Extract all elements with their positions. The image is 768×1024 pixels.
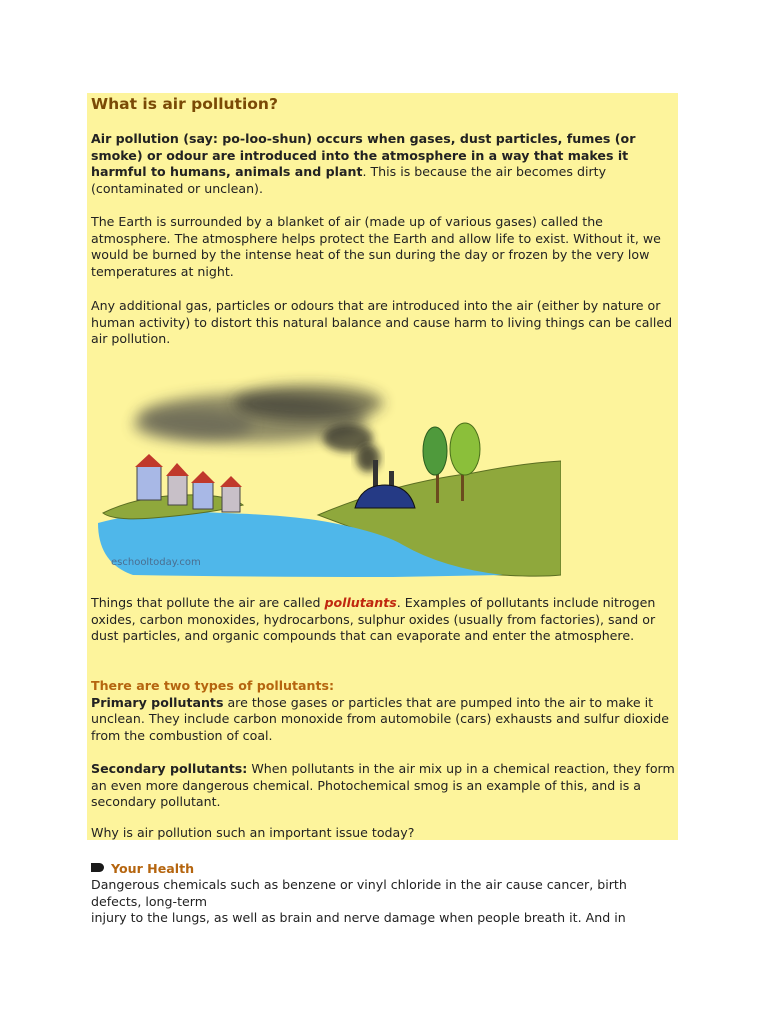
secondary-label: Secondary pollutants: <box>91 761 248 776</box>
pollutants-paragraph <box>91 595 677 645</box>
secondary-text: When pollutants in the air mix up in a chemical reaction, they form an even more dangerous chemical. Photochemical smog is an example of this, and is a secondary pollutant. <box>91 761 675 810</box>
atmosphere-paragraph: The Earth is surrounded by a blanket of air (made up of various gases) called the atmosphere. The atmosphere helps protect the Earth and allow life to exist. Without it, we would be burned by the intense heat of the sun during the day or frozen by the very low temperatures at night. <box>91 214 661 279</box>
pollutants-pre: Things that pollute the air are called <box>91 595 325 610</box>
intro-rest: . This is because the air becomes dirty (contaminated or unclean). <box>91 164 607 196</box>
definition-paragraph: Any additional gas, particles or odours that are introduced into the air (either by nature or human activity) to distort this natural balance and cause harm to living things can be called air pollution. <box>91 298 673 347</box>
intro-paragraph <box>91 131 677 197</box>
health-line-1: Dangerous chemicals such as benzene or vinyl chloride in the air cause cancer, birth defects, long-term <box>91 877 627 909</box>
primary-text: are those gases or particles that are pumped into the air to make it unclean. They include carbon monoxide from automobile (cars) exhausts and sulfur dioxide from the combustion of coal. <box>91 694 669 743</box>
pollutants-post: . Examples of pollutants include nitrogen oxides, carbon monoxides, hydrocarbons, sulphur oxides (usually from factories), sand or dust particles, and organic compounds that can evaporate and enter the atmosphere. <box>91 595 656 644</box>
pollution-illustration <box>93 363 561 580</box>
smoke-cloud <box>133 385 383 472</box>
watermark: eschooltoday.com <box>111 557 201 568</box>
types-heading: There are two types of pollutants: <box>91 678 335 693</box>
health-line-2: injury to the lungs, as well as brain and nerve damage when people breath it. And in <box>91 910 626 925</box>
question-text: Why is air pollution such an important issue today? <box>91 825 415 840</box>
primary-paragraph <box>91 678 677 744</box>
page-title: What is air pollution? <box>91 95 278 113</box>
health-heading <box>91 861 677 878</box>
bullet-icon <box>91 863 104 872</box>
intro-bold: Air pollution (say: po-loo-shun) occurs when gases, dust particles, fumes (or smoke) or odour are introduced into the atmosphere in a way that makes it harmful to humans, animals and plant <box>91 131 636 180</box>
secondary-paragraph <box>91 761 677 811</box>
primary-label: Primary pollutants <box>91 694 224 710</box>
pollutants-term: pollutants <box>324 595 397 610</box>
health-heading-text: Your Health <box>111 861 195 876</box>
